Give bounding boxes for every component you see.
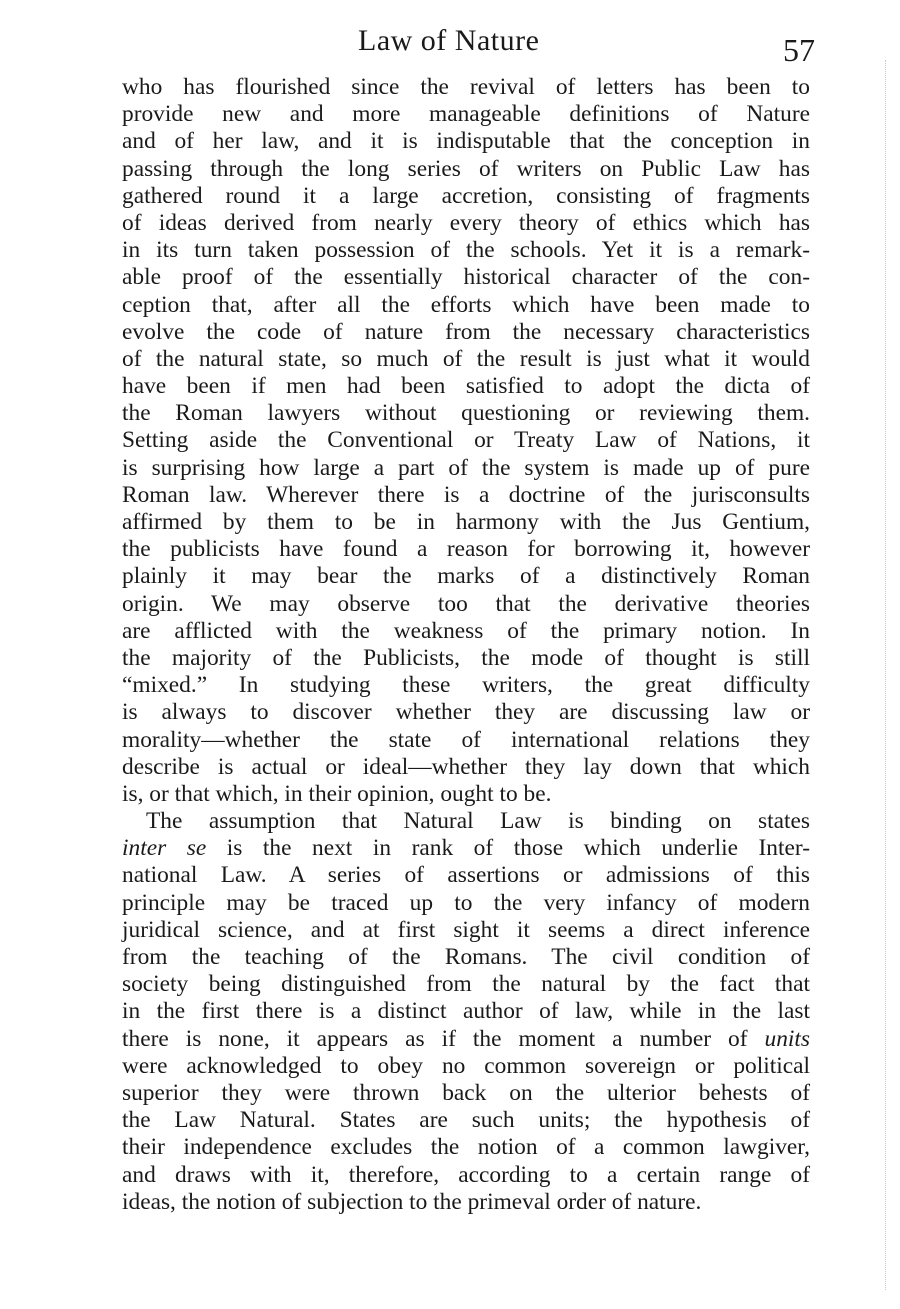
text-line: from the teaching of the Romans. The civil condition of xyxy=(122,944,810,970)
text-line: is, or that which, in their opinion, ought to be. xyxy=(122,780,552,807)
text-line: Roman law. Wherever there is a doctrine of the jurisconsults xyxy=(122,481,810,508)
paragraph-2 xyxy=(122,808,810,1216)
text-line: and draws with it, therefore, according to a certain range of xyxy=(122,1161,810,1188)
page-number: 57 xyxy=(783,32,815,68)
text-line: able proof of the essentially historical character of the con- xyxy=(122,264,810,291)
text-line: juridical science, and at first sight it seems a direct inference xyxy=(122,916,810,943)
text-line: who has flourished since the revival of letters has been to xyxy=(122,74,810,100)
text-line: of ideas derived from nearly every theory of ethics which has xyxy=(122,209,810,236)
text-line: passing through the long series of writers on Public Law has xyxy=(122,155,810,182)
text-line: their independence excludes the notion of a common lawgiver, xyxy=(122,1134,810,1161)
text-line: in the first there is a distinct author of law, while in the last xyxy=(122,998,810,1025)
text-line: provide new and more manageable definitions of Nature xyxy=(122,101,810,128)
text-line: were acknowledged to obey no common sovereign or political xyxy=(122,1052,810,1079)
text-line: are afflicted with the weakness of the primary notion. In xyxy=(122,617,810,644)
text-line: describe is actual or ideal—whether they lay down that which xyxy=(122,753,810,780)
text-line: evolve the code of nature from the necessary characteristics xyxy=(122,318,810,345)
text-line: “mixed.” In studying these writers, the great difficulty xyxy=(122,672,810,699)
running-title: Law of Nature xyxy=(358,24,540,57)
scan-edge-dots xyxy=(883,60,886,1290)
text-line: superior they were thrown back on the ulterior behests of xyxy=(122,1079,810,1106)
text-line: gathered round it a large accretion, consisting of fragments xyxy=(122,182,810,209)
text-line: ideas, the notion of subjection to the primeval order of nature. xyxy=(122,1188,702,1215)
text-line: is always to discover whether they are discussing law or xyxy=(122,699,810,726)
text-line: and of her law, and it is indisputable that the conception in xyxy=(122,128,810,155)
text-line: in its turn taken possession of the schools. Yet it is a remark- xyxy=(122,237,810,264)
text-line: principle may be traced up to the very infancy of modern xyxy=(122,889,810,916)
text-line: ception that, after all the efforts which have been made to xyxy=(122,291,810,318)
text-line: inter se is the next in rank of those which underlie Inter- xyxy=(122,835,810,862)
text-line: affirmed by them to be in harmony with the Jus Gentium, xyxy=(122,509,810,535)
text-line: have been if men had been satisfied to adopt the dicta of xyxy=(122,373,810,400)
text-line: is surprising how large a part of the system is made up of pure xyxy=(122,454,810,481)
text-line: the Law Natural. States are such units; the hypothesis of xyxy=(122,1107,810,1134)
text-line: The assumption that Natural Law is binding on states xyxy=(146,808,810,835)
text-line: the publicists have found a reason for borrowing it, however xyxy=(122,536,810,563)
text-line: origin. We may observe too that the derivative theories xyxy=(122,590,810,617)
text-line: Setting aside the Conventional or Treaty Law of Nations, it xyxy=(122,427,810,454)
text-line: plainly it may bear the marks of a distinctively Roman xyxy=(122,563,810,590)
text-line: there is none, it appears as if the moment a number of units xyxy=(122,1025,810,1052)
text-line: national Law. A series of assertions or admissions of this xyxy=(122,862,810,889)
text-line: society being distinguished from the natural by the fact that xyxy=(122,971,810,998)
body-text xyxy=(122,74,810,1216)
text-line: morality—whether the state of international relations they xyxy=(122,726,810,753)
text-line: of the natural state, so much of the result is just what it would xyxy=(122,345,810,372)
text-line: the majority of the Publicists, the mode of thought is still xyxy=(122,644,810,671)
text-line: the Roman lawyers without questioning or reviewing them. xyxy=(122,400,810,427)
running-head xyxy=(0,18,900,68)
paragraph-1 xyxy=(122,74,810,808)
